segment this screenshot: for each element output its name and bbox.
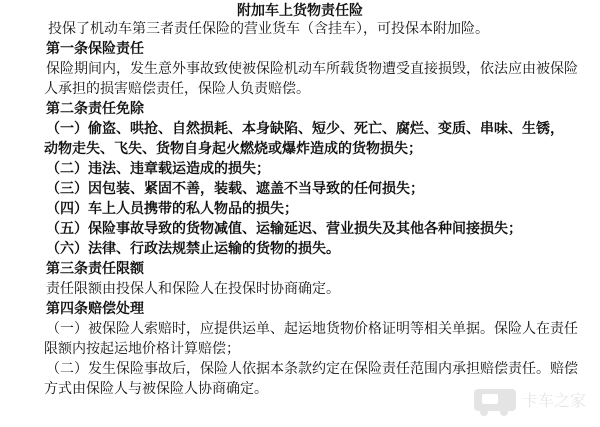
compensation-item-2-continued: 方式由保险人与被保险人协商确定。 [44,381,268,397]
exclusion-item-3: （三）因包装、紧固不善，装载、遮盖不当导致的任何损失； [46,181,424,197]
intro-line: 投保了机动车第三者责任保险的营业货车（含挂车），可投保本附加险。 [48,21,489,37]
exclusion-item-2: （二）违法、违章载运造成的损失； [46,161,270,177]
document-title: 附加车上货物责任险 [237,3,363,19]
section-heading-4: 第四条赔偿处理 [46,301,144,317]
section-heading-3: 第三条责任限额 [46,261,144,277]
watermark-logo [470,381,590,419]
section-1-line-1: 保险期间内，发生意外事故致使被保险机动车所载货物遭受直接损毁，依法应由被保险 [46,61,578,77]
exclusion-item-5: （五）保险事故导致的货物减值、运输延迟、营业损失及其他各种间接损失； [46,221,522,237]
exclusion-item-1: （一）偷盗、哄抢、自然损耗、本身缺陷、短少、死亡、腐烂、变质、串味、生锈， [46,121,564,137]
exclusion-item-1-continued: 动物走失、飞失、货物自身起火燃烧或爆炸造成的货物损失； [44,141,422,157]
compensation-item-1-continued: 限额内按起运地价格计算赔偿； [44,341,240,357]
exclusion-item-6: （六）法律、行政法规禁止运输的货物的损失。 [46,241,340,257]
section-heading-2: 第二条责任免除 [46,101,144,117]
watermark-text: 卡车之家 [522,391,587,410]
section-heading-1: 第一条保险责任 [46,41,144,57]
watermark-icon [470,381,590,419]
section-1-line-2: 人承担的损害赔偿责任，保险人负责赔偿。 [44,81,310,97]
compensation-item-2: （二）发生保险事故后，保险人依据本条款约定在保险责任范围内承担赔偿责任。赔偿 [46,361,578,377]
exclusion-item-4: （四）车上人员携带的私人物品的损失； [46,201,298,217]
section-3-line-1: 责任限额由投保人和保险人在投保时协商确定。 [46,281,340,297]
compensation-item-1: （一）被保险人索赔时，应提供运单、起运地货物价格证明等相关单据。保险人在责任 [46,321,578,337]
